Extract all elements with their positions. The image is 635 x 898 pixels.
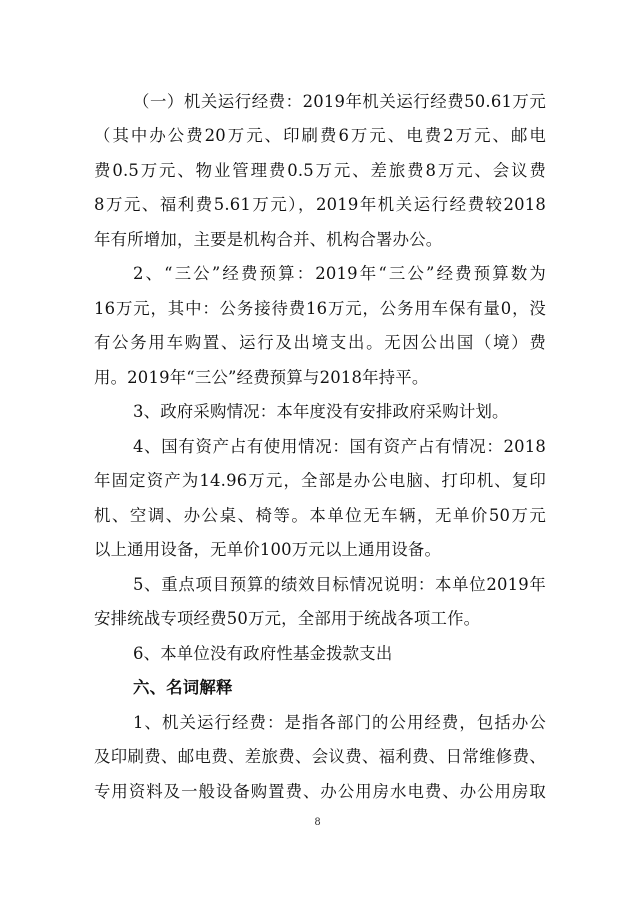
paragraph-line: 安排统战专项经费50万元，全部用于统战各项工作。 [94,609,481,628]
paragraph-line: 4、国有资产占有使用情况：国有资产占有情况：2018 [133,437,546,456]
paragraph-line: 专用资料及一般设备购置费、办公用房水电费、办公用房取 [94,782,546,801]
paragraph-line: 16万元，其中：公务接待费16万元，公务用车保有量0，没 [94,299,546,318]
paragraph-line: 6、本单位没有政府性基金拨款支出 [133,644,393,663]
paragraph-line: （一）机关运行经费：2019年机关运行经费50.61万元 [133,92,546,111]
paragraph-line: 费0.5万元、物业管理费0.5万元、差旅费8万元、会议费 [94,161,546,180]
paragraph-line: 8万元、福利费5.61万元），2019年机关运行经费较2018 [94,195,546,214]
paragraph-line: （其中办公费20万元、印刷费6万元、电费2万元、邮电 [94,126,546,145]
paragraph-line: 及印刷费、邮电费、差旅费、会议费、福利费、日常维修费、 [94,747,546,766]
paragraph-line: 3、政府采购情况：本年度没有安排政府采购计划。 [133,402,509,421]
paragraph-line: 2、“三公”经费预算：2019年“三公”经费预算数为 [133,264,546,283]
paragraph-line: 1、机关运行经费：是指各部门的公用经费，包括办公 [133,713,546,732]
section-heading: 六、名词解释 [133,678,233,697]
paragraph-line: 以上通用设备，无单价100万元以上通用设备。 [94,540,442,559]
paragraph-line: 5、重点项目预算的绩效目标情况说明：本单位2019年 [133,575,546,594]
page-number: 8 [314,817,321,828]
paragraph-line: 机、空调、办公桌、椅等。本单位无车辆，无单价50万元 [94,506,546,525]
paragraph-line: 年固定资产为14.96万元，全部是办公电脑、打印机、复印 [94,471,546,490]
paragraph-line: 有公务用车购置、运行及出境支出。无因公出国（境）费 [94,333,546,352]
paragraph-line: 用。2019年“三公”经费预算与2018年持平。 [94,368,429,387]
paragraph-line: 年有所增加，主要是机构合并、机构合署办公。 [94,230,443,249]
